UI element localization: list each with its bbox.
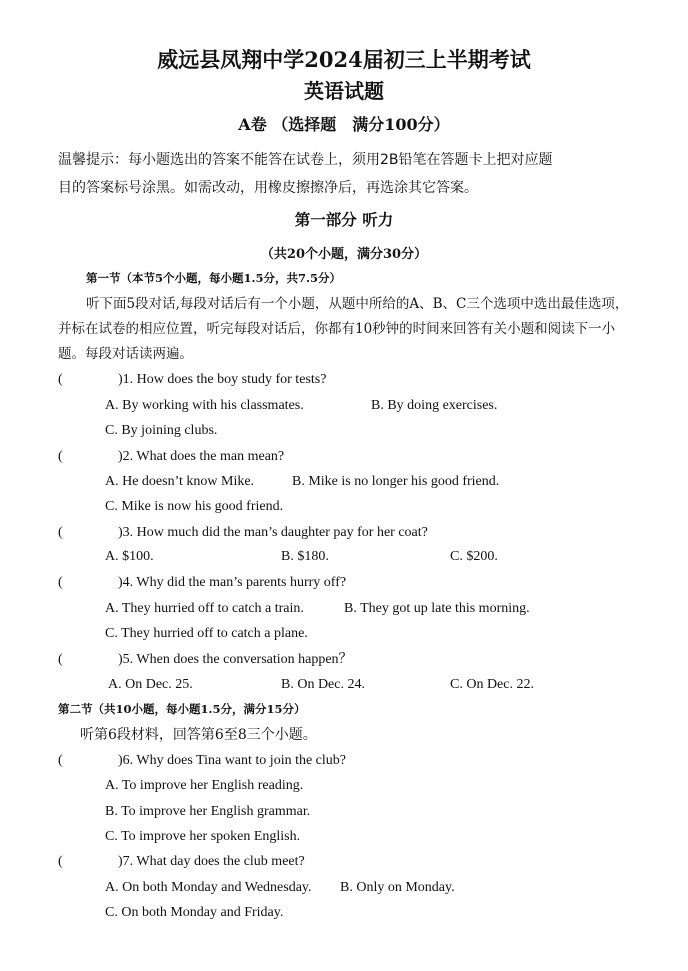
section1-title: 第一节（本节5个小题，每小题1.5分，共7.5分） [86,271,342,285]
answer-blank: ( [58,449,63,464]
answer-blank: ( [58,652,63,667]
tip-line-1: 温馨提示：每小题选出的答案不能答在试卷上，须用2B铅笔在答题卡上把对应题 [58,152,553,168]
question-6 [58,752,346,770]
option-1b: B. By doing exercises. [371,398,498,413]
section2-title: 第二节（共10小题，每小题1.5分，满分15分） [58,702,306,716]
answer-blank: ( [58,753,63,768]
question-2 [58,448,284,466]
question-text: )4. Why did the man’s parents hurry off? [118,575,347,590]
option-1c: C. By joining clubs. [105,423,218,438]
option-1a: A. By working with his classmates. [105,398,304,413]
option-2a: A. He doesn’t know Mike. [105,474,255,489]
section2-intro: 听第6段材料，回答第6至8三个小题。 [80,727,317,743]
option-4b: B. They got up late this morning. [344,601,530,616]
question-4 [58,574,346,592]
question-text: )3. How much did the man’s daughter pay for her coat? [118,525,428,540]
option-2c: C. Mike is now his good friend. [105,499,284,514]
tip-line-2: 目的答案标号涂黑。如需改动，用橡皮擦擦净后，再选涂其它答案。 [58,180,478,196]
question-1 [58,371,326,389]
option-4c: C. They hurried off to catch a plane. [105,626,308,641]
option-5a: A. On Dec. 25. [108,677,193,692]
option-2b: B. Mike is no longer his good friend. [292,474,500,489]
option-5c: C. On Dec. 22. [450,677,534,692]
question-text: )2. What does the man mean? [118,449,285,464]
question-text: )6. Why does Tina want to join the club? [118,753,346,768]
option-7b: B. Only on Monday. [340,880,455,895]
option-6a: A. To improve her English reading. [105,778,304,793]
answer-blank: ( [58,575,63,590]
section1-intro: 听下面5段对话,每段对话后有一个小题，从题中所给的A、B、C三个选项中选出最佳选项，并标在试卷的相应位置，听完每段对话后，你都有10秒钟的时间来回答有关小题和阅读下一小题。每段对话读两遍。 [58,296,629,362]
option-7c: C. On both Monday and Friday. [105,905,284,920]
option-7a: A. On both Monday and Wednesday. [105,880,312,895]
question-7 [58,853,305,871]
option-3b: B. $180. [281,549,329,564]
question-5 [58,651,353,669]
option-3c: C. $200. [450,549,498,564]
option-5b: B. On Dec. 24. [281,677,365,692]
option-3a: A. $100. [105,549,154,564]
answer-blank: ( [58,854,63,869]
tip-text [58,146,638,202]
exam-title: 威远县凤翔中学2024届初三上半期考试 [157,47,531,72]
question-3 [58,524,428,542]
option-6c: C. To improve her spoken English. [105,829,301,844]
part1-subtitle: （共20个小题，满分30分） [260,247,428,262]
exam-subtitle: 英语试题 [304,79,384,103]
paper-a-heading: A卷 （选择题 满分100分） [238,115,450,134]
option-6b: B. To improve her English grammar. [105,804,311,819]
question-text: )1. How does the boy study for tests? [118,372,327,387]
part1-title: 第一部分 听力 [294,210,394,229]
answer-blank: ( [58,525,63,540]
option-4a: A. They hurried off to catch a train. [105,601,304,616]
question-text: )7. What day does the club meet? [118,854,305,869]
answer-blank: ( [58,372,63,387]
question-text: )5. When does the conversation happen？ [118,652,353,667]
